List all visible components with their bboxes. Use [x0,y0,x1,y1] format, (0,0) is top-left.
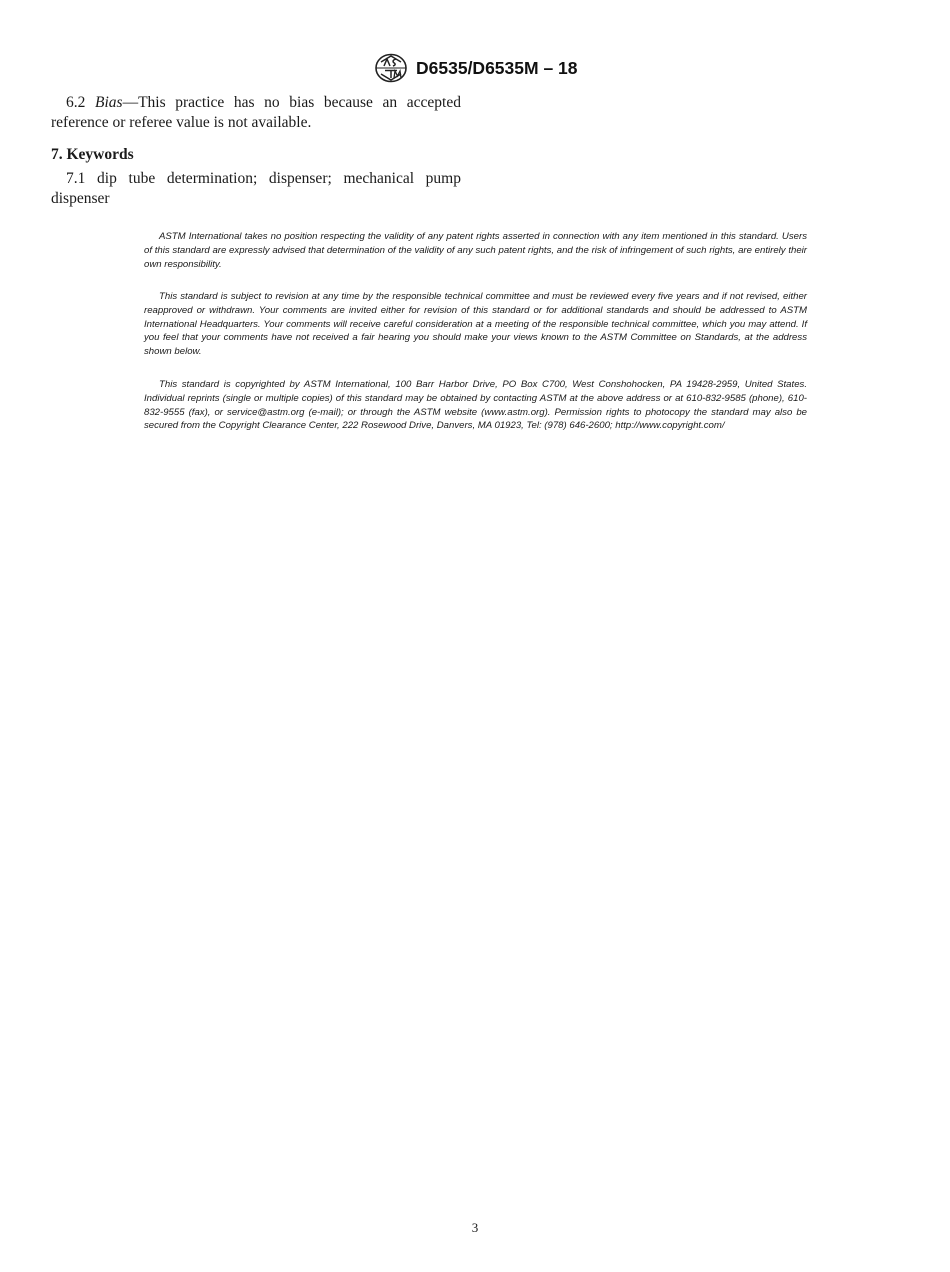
bias-term: Bias [95,94,123,111]
bias-paragraph [51,93,461,132]
page-number: 3 [471,1220,479,1235]
astm-logo-icon [372,52,410,84]
section-6-2-bias [51,93,461,132]
section-7-keywords [51,169,461,208]
patent-notice: ASTM International takes no position respecting the validity of any patent rights asserted in connection with any item mentioned in this standard. Users of this standard are expressly advised that determination of the validity of any such patent rights, and the risk of infringement of such rights, are entirely their own responsibility. [144,231,807,270]
page-header [0,52,950,86]
keywords-paragraph: 7.1 dip tube determination; dispenser; mechanical pump dispenser [51,170,461,207]
bias-text: —This practice has no bias because an accepted reference or referee value is not available. [51,94,461,131]
standard-designation: D6535/D6535M – 18 [416,58,578,78]
section-7-heading: 7. Keywords [51,146,134,163]
revision-notice: This standard is subject to revision at any time by the responsible technical committee and must be reviewed every five years and if not revised, either reapproved or withdrawn. Your comments are invited either for revision of this standard or for additional standards and should be addressed to ASTM International Headquarters. Your comments will receive careful consideration at a meeting of the responsible technical committee, which you may attend. If you feel that your comments have not received a fair hearing you should make your views known to the ASTM Committee on Standards, at the address shown below. [144,291,807,358]
bias-number: 6.2 [66,94,86,111]
copyright-notice: This standard is copyrighted by ASTM International, 100 Barr Harbor Drive, PO Box C700, West Conshohocken, PA 19428-2959, United States. Individual reprints (single or multiple copies) of this standard may be obtained by contacting ASTM at the above address or at 610-832-9585 (phone), 610-832-9555 (fax), or service@astm.org (e-mail); or through the ASTM website (www.astm.org). Permission rights to photocopy the standard may also be secured from the Copyright Clearance Center, 222 Rosewood Drive, Danvers, MA 01923, Tel: (978) 646-2600; http://www.copyright.com/ [144,379,807,432]
